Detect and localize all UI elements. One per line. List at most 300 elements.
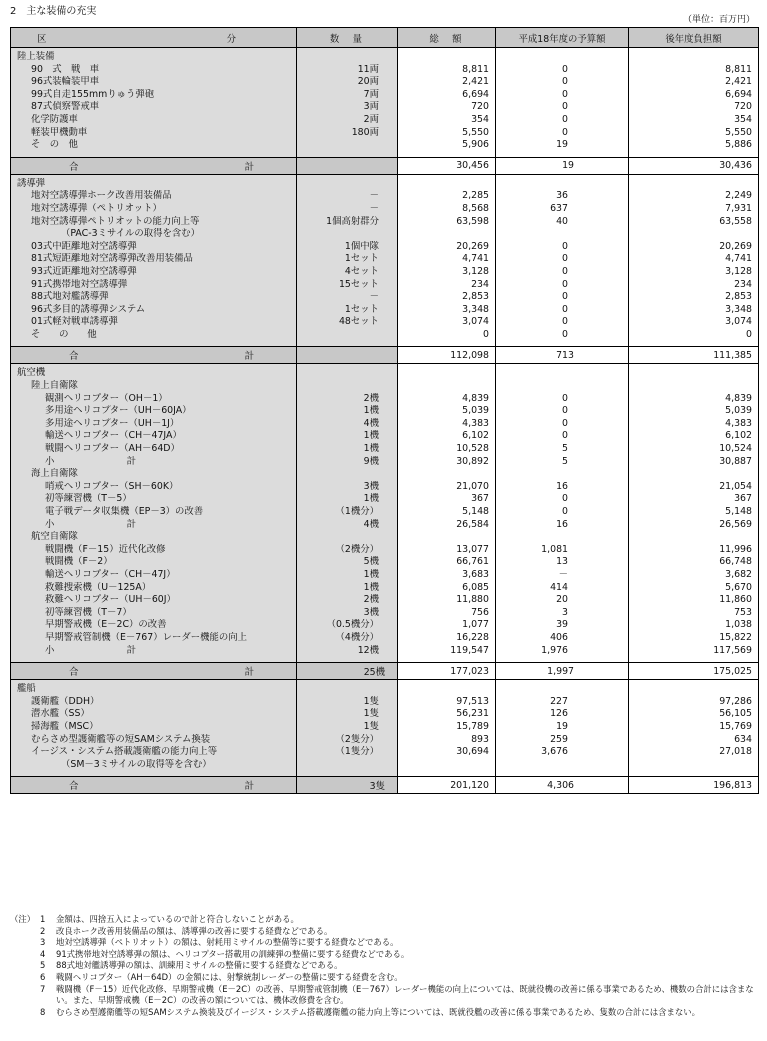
subtotal-later: 117,569 bbox=[713, 644, 752, 656]
section-col-later bbox=[629, 48, 759, 158]
section-col-total bbox=[398, 364, 496, 663]
item-total: 10,528 bbox=[456, 443, 489, 455]
item-budget: 0 bbox=[562, 392, 568, 404]
item-total: 234 bbox=[471, 278, 489, 290]
item-total: 3,348 bbox=[462, 303, 489, 315]
item-name: 戦闘機（F－15）近代化改修 bbox=[45, 543, 166, 555]
item-later: 3,074 bbox=[725, 316, 752, 328]
subtotal-label-a: 小 bbox=[45, 644, 55, 656]
item-budget: 0 bbox=[562, 430, 568, 442]
item-name: 電子戦データ収集機（EP－3）の改善 bbox=[45, 506, 204, 517]
item-name: そ の 他 bbox=[31, 139, 78, 151]
item-total: 0 bbox=[483, 328, 489, 340]
item-budget: 0 bbox=[562, 88, 568, 100]
section-col-total bbox=[398, 680, 496, 777]
section-total-row bbox=[11, 663, 759, 680]
note-head bbox=[10, 926, 40, 938]
total-qty: 3隻 bbox=[297, 777, 398, 794]
item-later: 6,102 bbox=[725, 430, 752, 442]
item-budget: 406 bbox=[550, 631, 568, 643]
section-col-budget bbox=[496, 48, 629, 158]
section-total-row bbox=[11, 347, 759, 364]
item-total: 13,077 bbox=[456, 543, 489, 555]
subtotal-label-a: 小 bbox=[45, 455, 55, 467]
item-later: 354 bbox=[734, 113, 752, 125]
total-later: 111,385 bbox=[629, 347, 759, 364]
item-qty: （2機分） bbox=[335, 543, 379, 555]
item-budget: 40 bbox=[556, 215, 568, 227]
item-total: 367 bbox=[471, 493, 489, 505]
item-qty: 1機 bbox=[363, 581, 379, 593]
item-qty: 1セット bbox=[344, 253, 379, 265]
item-later: 4,383 bbox=[725, 417, 752, 429]
item-name: 96式多目的誘導弾システム bbox=[31, 303, 146, 315]
group-title: 陸上自衛隊 bbox=[31, 380, 78, 392]
total-qty bbox=[297, 157, 398, 174]
section-names bbox=[11, 364, 297, 663]
item-name: イージス・システム搭載護衛艦の能力向上等 bbox=[31, 746, 218, 758]
item-later bbox=[633, 228, 752, 241]
item-qty: 180両 bbox=[351, 126, 379, 138]
item-qty: 3機 bbox=[363, 480, 379, 492]
note-number: 6 bbox=[40, 971, 46, 982]
item-budget: 0 bbox=[562, 506, 568, 517]
section-total-row bbox=[11, 777, 759, 794]
item-name: 掃海艦（MSC） bbox=[31, 720, 99, 732]
item-total: 97,513 bbox=[456, 695, 489, 707]
item-total: 354 bbox=[471, 113, 489, 125]
item-qty: 1機 bbox=[363, 405, 379, 417]
item-budget: 0 bbox=[562, 253, 568, 265]
header-later: 後年度負担額 bbox=[629, 28, 759, 48]
total-label bbox=[11, 347, 297, 364]
total-label-b: 計 bbox=[244, 667, 254, 679]
item-name: 輸送ヘリコプター（CH－47JA） bbox=[45, 430, 182, 442]
total-qty: 25機 bbox=[297, 663, 398, 680]
subtotal-label-b: 計 bbox=[126, 644, 136, 656]
section-block bbox=[11, 364, 759, 663]
item-later: 5,148 bbox=[725, 506, 752, 517]
total-label-b: 計 bbox=[244, 161, 254, 173]
item-later: 3,682 bbox=[725, 568, 752, 580]
item-later: 2,249 bbox=[725, 190, 752, 202]
header-category-a: 区 bbox=[37, 33, 49, 45]
item-budget: 126 bbox=[550, 708, 568, 720]
item-qty bbox=[301, 139, 391, 152]
group-title: 海上自衛隊 bbox=[31, 468, 78, 480]
item-total: 5,550 bbox=[462, 126, 489, 138]
subtotal-qty: 9機 bbox=[363, 455, 379, 467]
item-budget: 0 bbox=[562, 278, 568, 290]
equipment-table bbox=[10, 27, 759, 794]
item-later: 720 bbox=[734, 101, 752, 113]
item-budget: 0 bbox=[562, 303, 568, 315]
item-total: 893 bbox=[471, 733, 489, 745]
section-block bbox=[11, 48, 759, 158]
group-title: 航空自衛隊 bbox=[31, 531, 78, 543]
item-qty: － bbox=[369, 190, 379, 202]
item-budget: 16 bbox=[556, 480, 568, 492]
item-later: 11,996 bbox=[719, 543, 752, 555]
note-item bbox=[10, 926, 758, 938]
total-label-a: 合 bbox=[69, 161, 79, 173]
section-block bbox=[11, 680, 759, 777]
item-budget: 0 bbox=[562, 265, 568, 277]
note-number: 2 bbox=[40, 925, 46, 936]
item-qty: （0.5機分） bbox=[326, 619, 379, 631]
item-later: 5,886 bbox=[725, 139, 752, 151]
item-total: 8,568 bbox=[462, 202, 489, 214]
item-later: 5,550 bbox=[725, 126, 752, 138]
section-names bbox=[11, 174, 297, 347]
item-later: 1,038 bbox=[725, 619, 752, 631]
subtotal-budget: 5 bbox=[562, 455, 568, 467]
note-head bbox=[10, 1007, 40, 1019]
header-category-b: 分 bbox=[226, 33, 238, 45]
page-title: 2 主な装備の充実 bbox=[10, 6, 97, 17]
note-number: 3 bbox=[40, 937, 46, 948]
item-budget: 0 bbox=[562, 291, 568, 303]
note-text: 戦闘ヘリコプター（AH－64D）の金額には、射撃統制レーダーの整備に要する経費を含む。 bbox=[56, 971, 403, 982]
item-later: 27,018 bbox=[719, 746, 752, 758]
section-col-later bbox=[629, 364, 759, 663]
item-qty: 1隻 bbox=[363, 720, 379, 732]
item-total: 30,694 bbox=[456, 746, 489, 758]
item-total: 66,761 bbox=[456, 556, 489, 568]
total-total: 112,098 bbox=[398, 347, 496, 364]
item-total: 1,077 bbox=[462, 619, 489, 631]
item-qty bbox=[301, 759, 391, 772]
item-later: 2,421 bbox=[725, 76, 752, 88]
item-qty: 1機 bbox=[363, 493, 379, 505]
item-qty: 1機 bbox=[363, 430, 379, 442]
item-name: 観測ヘリコプター（OH－1） bbox=[45, 392, 168, 404]
section-col-qty bbox=[297, 680, 398, 777]
item-qty bbox=[301, 228, 391, 241]
total-total: 201,120 bbox=[398, 777, 496, 794]
item-total: 8,811 bbox=[462, 63, 489, 75]
item-name: 地対空誘導弾（ペトリオット） bbox=[31, 202, 162, 214]
item-total: 3,074 bbox=[462, 316, 489, 328]
subtotal-budget: 16 bbox=[556, 518, 568, 530]
item-budget: 13 bbox=[556, 556, 568, 568]
item-budget: 0 bbox=[562, 240, 568, 252]
total-qty bbox=[297, 347, 398, 364]
item-total: 720 bbox=[471, 101, 489, 113]
item-total bbox=[402, 228, 489, 241]
note-text: 改良ホーク改善用装備品の額は、誘導弾の改善に要する経費などである。 bbox=[56, 925, 333, 936]
item-total: 5,148 bbox=[462, 506, 489, 517]
item-total: 6,694 bbox=[462, 88, 489, 100]
section-total-row bbox=[11, 157, 759, 174]
item-qty: 11両 bbox=[357, 63, 379, 75]
item-later: 4,839 bbox=[725, 392, 752, 404]
item-later: 21,054 bbox=[719, 480, 752, 492]
item-later: 7,931 bbox=[725, 202, 752, 214]
total-label-a: 合 bbox=[69, 667, 79, 679]
item-name: むらさめ型護衛艦等の短SAMシステム換装 bbox=[31, 733, 211, 745]
header-total: 総 額 bbox=[398, 28, 496, 48]
subtotal-budget: 1,976 bbox=[541, 644, 568, 656]
section-col-budget bbox=[496, 174, 629, 347]
item-later: 15,822 bbox=[719, 631, 752, 643]
item-budget: 0 bbox=[562, 405, 568, 417]
item-name: 戦闘ヘリコプター（AH－64D） bbox=[45, 443, 180, 455]
total-label bbox=[11, 777, 297, 794]
item-later: 15,769 bbox=[719, 720, 752, 732]
total-budget: 4,306 bbox=[496, 777, 629, 794]
item-later: 10,524 bbox=[719, 443, 752, 455]
item-total: 756 bbox=[471, 606, 489, 618]
item-total: 21,070 bbox=[456, 480, 489, 492]
item-total: 4,383 bbox=[462, 417, 489, 429]
item-total: 16,228 bbox=[456, 631, 489, 643]
total-label-a: 合 bbox=[69, 351, 79, 363]
item-name: 地対空誘導弾ペトリオットの能力向上等 bbox=[31, 215, 200, 227]
note-number: 7 bbox=[40, 983, 46, 994]
item-total: 5,906 bbox=[462, 139, 489, 151]
item-qty: 4セット bbox=[344, 265, 379, 277]
item-qty bbox=[301, 329, 391, 342]
item-qty: 2機 bbox=[363, 594, 379, 606]
item-qty: 7両 bbox=[363, 88, 379, 100]
section-col-later bbox=[629, 174, 759, 347]
item-budget: 0 bbox=[562, 101, 568, 113]
header-qty: 数 量 bbox=[297, 28, 398, 48]
subtotal-qty: 12機 bbox=[357, 644, 379, 656]
item-name: 初等練習機（T－5） bbox=[45, 493, 132, 505]
item-total: 11,880 bbox=[456, 594, 489, 606]
note-head bbox=[10, 972, 40, 984]
item-qty: － bbox=[369, 291, 379, 303]
item-later: 753 bbox=[734, 606, 752, 618]
item-later: 63,558 bbox=[719, 215, 752, 227]
section-col-qty bbox=[297, 174, 398, 347]
section-names bbox=[11, 680, 297, 777]
item-later: 6,694 bbox=[725, 88, 752, 100]
item-later: 8,811 bbox=[725, 63, 752, 75]
item-budget: 0 bbox=[562, 316, 568, 328]
item-budget bbox=[500, 228, 622, 241]
item-budget: 39 bbox=[556, 619, 568, 631]
subtotal-label bbox=[11, 456, 296, 469]
item-budget: 0 bbox=[562, 328, 568, 340]
note-head bbox=[10, 984, 40, 1007]
item-later: 2,853 bbox=[725, 291, 752, 303]
note-item bbox=[10, 937, 758, 949]
item-name: 戦闘機（F－2） bbox=[45, 556, 113, 568]
item-name: 救難捜索機（U－125A） bbox=[45, 581, 152, 593]
item-name: 初等練習機（T－7） bbox=[45, 606, 132, 618]
item-total: 6,102 bbox=[462, 430, 489, 442]
section-names bbox=[11, 48, 297, 158]
item-budget: 19 bbox=[556, 139, 568, 151]
item-budget bbox=[500, 759, 622, 772]
item-qty: （1隻分） bbox=[335, 746, 379, 758]
item-qty: 1機 bbox=[363, 568, 379, 580]
item-qty: 1隻 bbox=[363, 695, 379, 707]
item-name: 93式近距離地対空誘導弾 bbox=[31, 265, 137, 277]
subtotal-qty: 4機 bbox=[363, 518, 379, 530]
item-budget: 414 bbox=[550, 581, 568, 593]
item-later: 634 bbox=[734, 733, 752, 745]
note-head: （注） bbox=[10, 914, 36, 924]
item-qty: 1隻 bbox=[363, 708, 379, 720]
item-qty: （1機分） bbox=[335, 506, 379, 517]
item-name: 護衛艦（DDH） bbox=[31, 695, 100, 707]
item-total: 6,085 bbox=[462, 581, 489, 593]
item-budget: 259 bbox=[550, 733, 568, 745]
note-text: 88式地対艦誘導弾の額は、訓練用ミサイルの整備に要する経費などである。 bbox=[56, 960, 343, 971]
item-total: 20,269 bbox=[456, 240, 489, 252]
item-later: 20,269 bbox=[719, 240, 752, 252]
notes bbox=[10, 914, 758, 1018]
section-col-qty bbox=[297, 364, 398, 663]
item-qty: 2機 bbox=[363, 392, 379, 404]
total-label bbox=[11, 157, 297, 174]
note-number: 1 bbox=[40, 914, 46, 924]
item-name: 99式自走155mmりゅう弾砲 bbox=[31, 88, 155, 100]
item-budget: 5 bbox=[562, 443, 568, 455]
subtotal-label-b: 計 bbox=[126, 518, 136, 530]
item-qty: 2両 bbox=[363, 113, 379, 125]
table-header-row bbox=[11, 28, 759, 48]
subtotal-label bbox=[11, 645, 296, 658]
item-budget: 19 bbox=[556, 720, 568, 732]
item-qty: 3両 bbox=[363, 101, 379, 113]
section-title: 艦船 bbox=[17, 683, 36, 695]
item-budget: － bbox=[558, 568, 568, 580]
item-budget: 227 bbox=[550, 695, 568, 707]
subtotal-later: 30,887 bbox=[719, 455, 752, 467]
note-text: 戦闘機（F－15）近代化改修、早期警戒機（E－2C）の改善、早期警戒管制機（E－767）レーダー機能の向上については、既就役機の改善に係る事業であるため、機数の合計には含まない。また、早期警戒機（E－2C）の改善の額については、機体改修費を含む。 bbox=[56, 983, 754, 1006]
item-qty: 1個中隊 bbox=[344, 240, 379, 252]
note-text: むらさめ型護衛艦等の短SAMシステム換装及びイージス・システム搭載護衛艦の能力向上等については、既就役艦の改善に係る事業であるため、隻数の合計には含まない。 bbox=[56, 1006, 700, 1017]
item-later: 3,128 bbox=[725, 265, 752, 277]
item-later: 0 bbox=[746, 328, 752, 340]
item-name: 潜水艦（SS） bbox=[31, 708, 90, 720]
total-total: 30,456 bbox=[398, 157, 496, 174]
note-head bbox=[10, 949, 40, 961]
item-name: そ の 他 bbox=[31, 328, 97, 340]
section-title: 誘導弾 bbox=[17, 177, 46, 189]
item-qty: 4機 bbox=[363, 417, 379, 429]
item-name: 多用途ヘリコプター（UH－1J） bbox=[45, 417, 180, 429]
item-name: 90 式 戦 車 bbox=[31, 63, 100, 75]
subtotal-total: 26,584 bbox=[456, 518, 489, 530]
item-name: 早期警戒管制機（E－767）レーダー機能の向上 bbox=[45, 631, 247, 643]
total-label bbox=[11, 663, 297, 680]
item-budget: 1,081 bbox=[541, 543, 568, 555]
total-budget: 713 bbox=[496, 347, 629, 364]
item-budget: 0 bbox=[562, 126, 568, 138]
header-category bbox=[11, 28, 297, 48]
item-budget: 0 bbox=[562, 76, 568, 88]
item-budget: 3,676 bbox=[541, 746, 568, 758]
item-name: 多用途ヘリコプター（UH－60JA） bbox=[45, 405, 192, 417]
section-col-total bbox=[398, 48, 496, 158]
header-budget: 平成18年度の予算額 bbox=[496, 28, 629, 48]
item-total: 15,789 bbox=[456, 720, 489, 732]
item-qty: 3機 bbox=[363, 606, 379, 618]
item-later: 4,741 bbox=[725, 253, 752, 265]
item-name: （SM－3ミサイルの取得等を含む） bbox=[61, 758, 212, 770]
item-later: 97,286 bbox=[719, 695, 752, 707]
section-block bbox=[11, 174, 759, 347]
item-total: 3,683 bbox=[462, 568, 489, 580]
section-col-qty bbox=[297, 48, 398, 158]
item-budget: 36 bbox=[556, 190, 568, 202]
note-item bbox=[10, 972, 758, 984]
item-qty: 1セット bbox=[344, 303, 379, 315]
item-budget: 0 bbox=[562, 417, 568, 429]
item-qty: 5機 bbox=[363, 556, 379, 568]
item-qty: 48セット bbox=[338, 316, 379, 328]
total-later: 30,436 bbox=[629, 157, 759, 174]
item-name: 地対空誘導弾ホーク改善用装備品 bbox=[31, 190, 172, 202]
note-item bbox=[10, 960, 758, 972]
total-budget: 1,997 bbox=[496, 663, 629, 680]
total-later: 196,813 bbox=[629, 777, 759, 794]
section-col-budget bbox=[496, 680, 629, 777]
item-total: 5,039 bbox=[462, 405, 489, 417]
item-name: 哨戒ヘリコプター（SH－60K） bbox=[45, 480, 179, 492]
note-number: 5 bbox=[40, 960, 46, 971]
item-qty: （4機分） bbox=[335, 631, 379, 643]
item-name: 早期警戒機（E－2C）の改善 bbox=[45, 619, 167, 631]
item-total: 4,741 bbox=[462, 253, 489, 265]
subtotal-total: 30,892 bbox=[456, 455, 489, 467]
item-budget: 20 bbox=[556, 594, 568, 606]
item-name: 96式装輪装甲車 bbox=[31, 76, 100, 88]
item-name: 01式軽対戦車誘導弾 bbox=[31, 316, 118, 328]
item-name: 91式携帯地対空誘導弾 bbox=[31, 278, 128, 290]
note-number: 8 bbox=[40, 1006, 46, 1017]
total-budget: 19 bbox=[496, 157, 629, 174]
item-name: （PAC-3ミサイルの取得を含む） bbox=[61, 228, 201, 240]
subtotal-total: 119,547 bbox=[450, 644, 489, 656]
item-total: 63,598 bbox=[456, 215, 489, 227]
item-budget: 0 bbox=[562, 493, 568, 505]
item-qty: 20両 bbox=[357, 76, 379, 88]
note-item bbox=[10, 1007, 758, 1019]
item-name: 88式地対艦誘導弾 bbox=[31, 291, 109, 303]
item-name: 03式中距離地対空誘導弾 bbox=[31, 240, 137, 252]
item-later: 234 bbox=[734, 278, 752, 290]
item-later: 11,860 bbox=[719, 594, 752, 606]
note-head bbox=[10, 960, 40, 972]
item-total: 3,128 bbox=[462, 265, 489, 277]
item-name: 輸送ヘリコプター（CH－47J） bbox=[45, 568, 176, 580]
subtotal-later: 26,569 bbox=[719, 518, 752, 530]
item-later: 66,748 bbox=[719, 556, 752, 568]
item-total: 2,853 bbox=[462, 291, 489, 303]
note-text: 地対空誘導弾（ペトリオット）の額は、射耗用ミサイルの整備等に要する経費などである。 bbox=[56, 937, 399, 948]
total-label-b: 計 bbox=[244, 351, 254, 363]
item-name: 87式偵察警戒車 bbox=[31, 101, 100, 113]
note-item bbox=[10, 949, 758, 961]
note-text: 金額は、四捨五入によっているので計と符合しないことがある。 bbox=[56, 914, 299, 924]
total-later: 175,025 bbox=[629, 663, 759, 680]
total-label-b: 計 bbox=[244, 781, 254, 793]
item-later: 3,348 bbox=[725, 303, 752, 315]
section-col-total bbox=[398, 174, 496, 347]
item-total: 4,839 bbox=[462, 392, 489, 404]
item-later bbox=[633, 759, 752, 772]
item-later: 56,105 bbox=[719, 708, 752, 720]
section-col-later bbox=[629, 680, 759, 777]
item-total: 56,231 bbox=[456, 708, 489, 720]
